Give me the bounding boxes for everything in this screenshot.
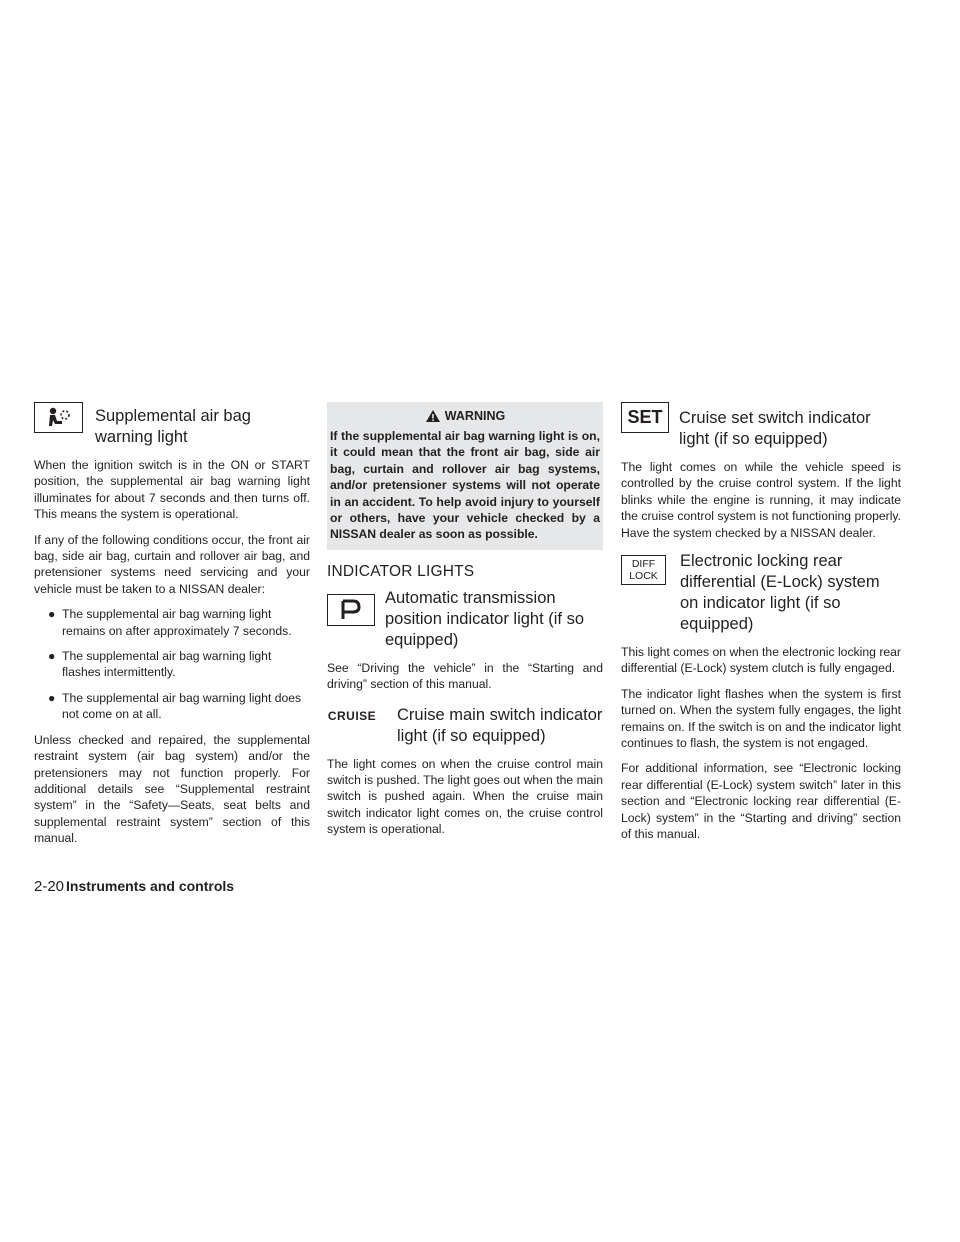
bullet-text: The supplemental air bag warning light flashes intermittently. [62, 649, 272, 680]
list-item [48, 690, 310, 723]
bullet-icon: ● [48, 649, 56, 664]
bullet-icon: ● [48, 607, 56, 622]
bullet-icon: ● [48, 690, 56, 705]
page-footer [34, 876, 234, 897]
warning-body: If the supplemental air bag warning light is on, it could mean that the front air bag, side air bag, curtain and rollover air bag systems, and/or pretensioner systems will not operate in an accident. To help avoid injury to yourself or others, have your vehicle checked by a NISSAN dealer as soon as possible. [330, 429, 600, 542]
elock-heading: Electronic locking rear differential (E-Lock) system on indicator light (if so equipped) [680, 552, 880, 634]
airbag-paragraph-1: When the ignition switch is in the ON or START position, the supplemental air bag warning light illuminates for about 7 seconds and then turns off. This means the system is operational. [34, 458, 310, 522]
bullet-text: The supplemental air bag warning light does not come on at all. [62, 690, 302, 722]
airbag-warning-icon [34, 402, 83, 433]
elock-paragraph-1: This light comes on when the electronic locking rear differential (E-Lock) system clutch is fully engaged. [621, 645, 901, 676]
airbag-heading: Supplemental air bag warning light [95, 407, 251, 446]
elock-heading-block [621, 552, 901, 635]
cruise-icon-label: CRUISE [327, 708, 377, 723]
warning-title-text: WARNING [444, 409, 506, 423]
cruise-heading-block [327, 705, 603, 747]
section-title: INDICATOR LIGHTS [327, 562, 475, 580]
bullet-text: The supplemental air bag warning light remains on after approximately 7 seconds. [62, 607, 292, 638]
set-icon [621, 402, 669, 433]
auto-trans-heading-block [327, 588, 603, 651]
column-1 [34, 402, 310, 856]
set-text: The light comes on while the vehicle speed is controlled by the cruise control system. If the light blinks while the engine is running, it may indicate the cruise control system is not functioning properly. Have the system checked by a NISSAN dealer. [621, 460, 901, 540]
airbag-heading-block [34, 402, 310, 448]
set-icon-label: SET [627, 407, 663, 427]
warning-triangle-icon [425, 409, 441, 423]
column-3 [621, 402, 901, 852]
list-item [48, 606, 310, 639]
cruise-heading: Cruise main switch indicator light (if so equipped) [397, 705, 603, 745]
auto-trans-heading: Automatic transmission position indicator light (if so equipped) [385, 588, 585, 649]
diff-lock-icon [621, 555, 666, 585]
set-heading-block [621, 402, 901, 450]
diff-lock-icon-line1: DIFF [631, 558, 656, 571]
chapter-title: Instruments and controls [66, 878, 235, 894]
diff-lock-icon-line2: LOCK [629, 570, 658, 583]
elock-paragraph-2: The indicator light flashes when the system is first turned on. When the system fully engages, the light remains on. If the switch is on and the indicator light continues to flash, the system is not engaged. [621, 686, 901, 751]
airbag-paragraph-3: Unless checked and repaired, the supplemental restraint system (air bag system) and/or the pretensioners may not function properly. For additional details see “Supplemental restraint system” in the “Safety—Seats, seat belts and supplemental restraint system” section of this manual. [34, 732, 310, 846]
p-position-icon [327, 594, 375, 626]
warning-box [327, 402, 603, 550]
page-number: 2-20 [34, 878, 65, 895]
airbag-paragraph-2: If any of the following conditions occur, the front air bag, side air bag, curtain and rollover air bag, and pretensioner systems need servicing and your vehicle must be taken to a NISSAN dealer: [34, 532, 310, 596]
cruise-text: The light comes on when the cruise control main switch is pushed. The light goes out when the main switch is pushed again. When the cruise main switch indicator light comes on, the cruise control system is operational. [327, 756, 603, 837]
cruise-icon [327, 705, 377, 727]
list-item [48, 648, 310, 681]
set-heading: Cruise set switch indicator light (if so equipped) [679, 409, 871, 448]
warning-title [330, 408, 600, 424]
auto-trans-text: See “Driving the vehicle” in the “Starting and driving” section of this manual. [327, 660, 603, 692]
column-2 [327, 402, 603, 847]
elock-paragraph-3: For additional information, see “Electronic locking rear differential (E-Lock) system switch” later in this section and “Electronic locking rear differential (E-Lock) system” in the “Starting and driving” section of this manual. [621, 761, 901, 842]
